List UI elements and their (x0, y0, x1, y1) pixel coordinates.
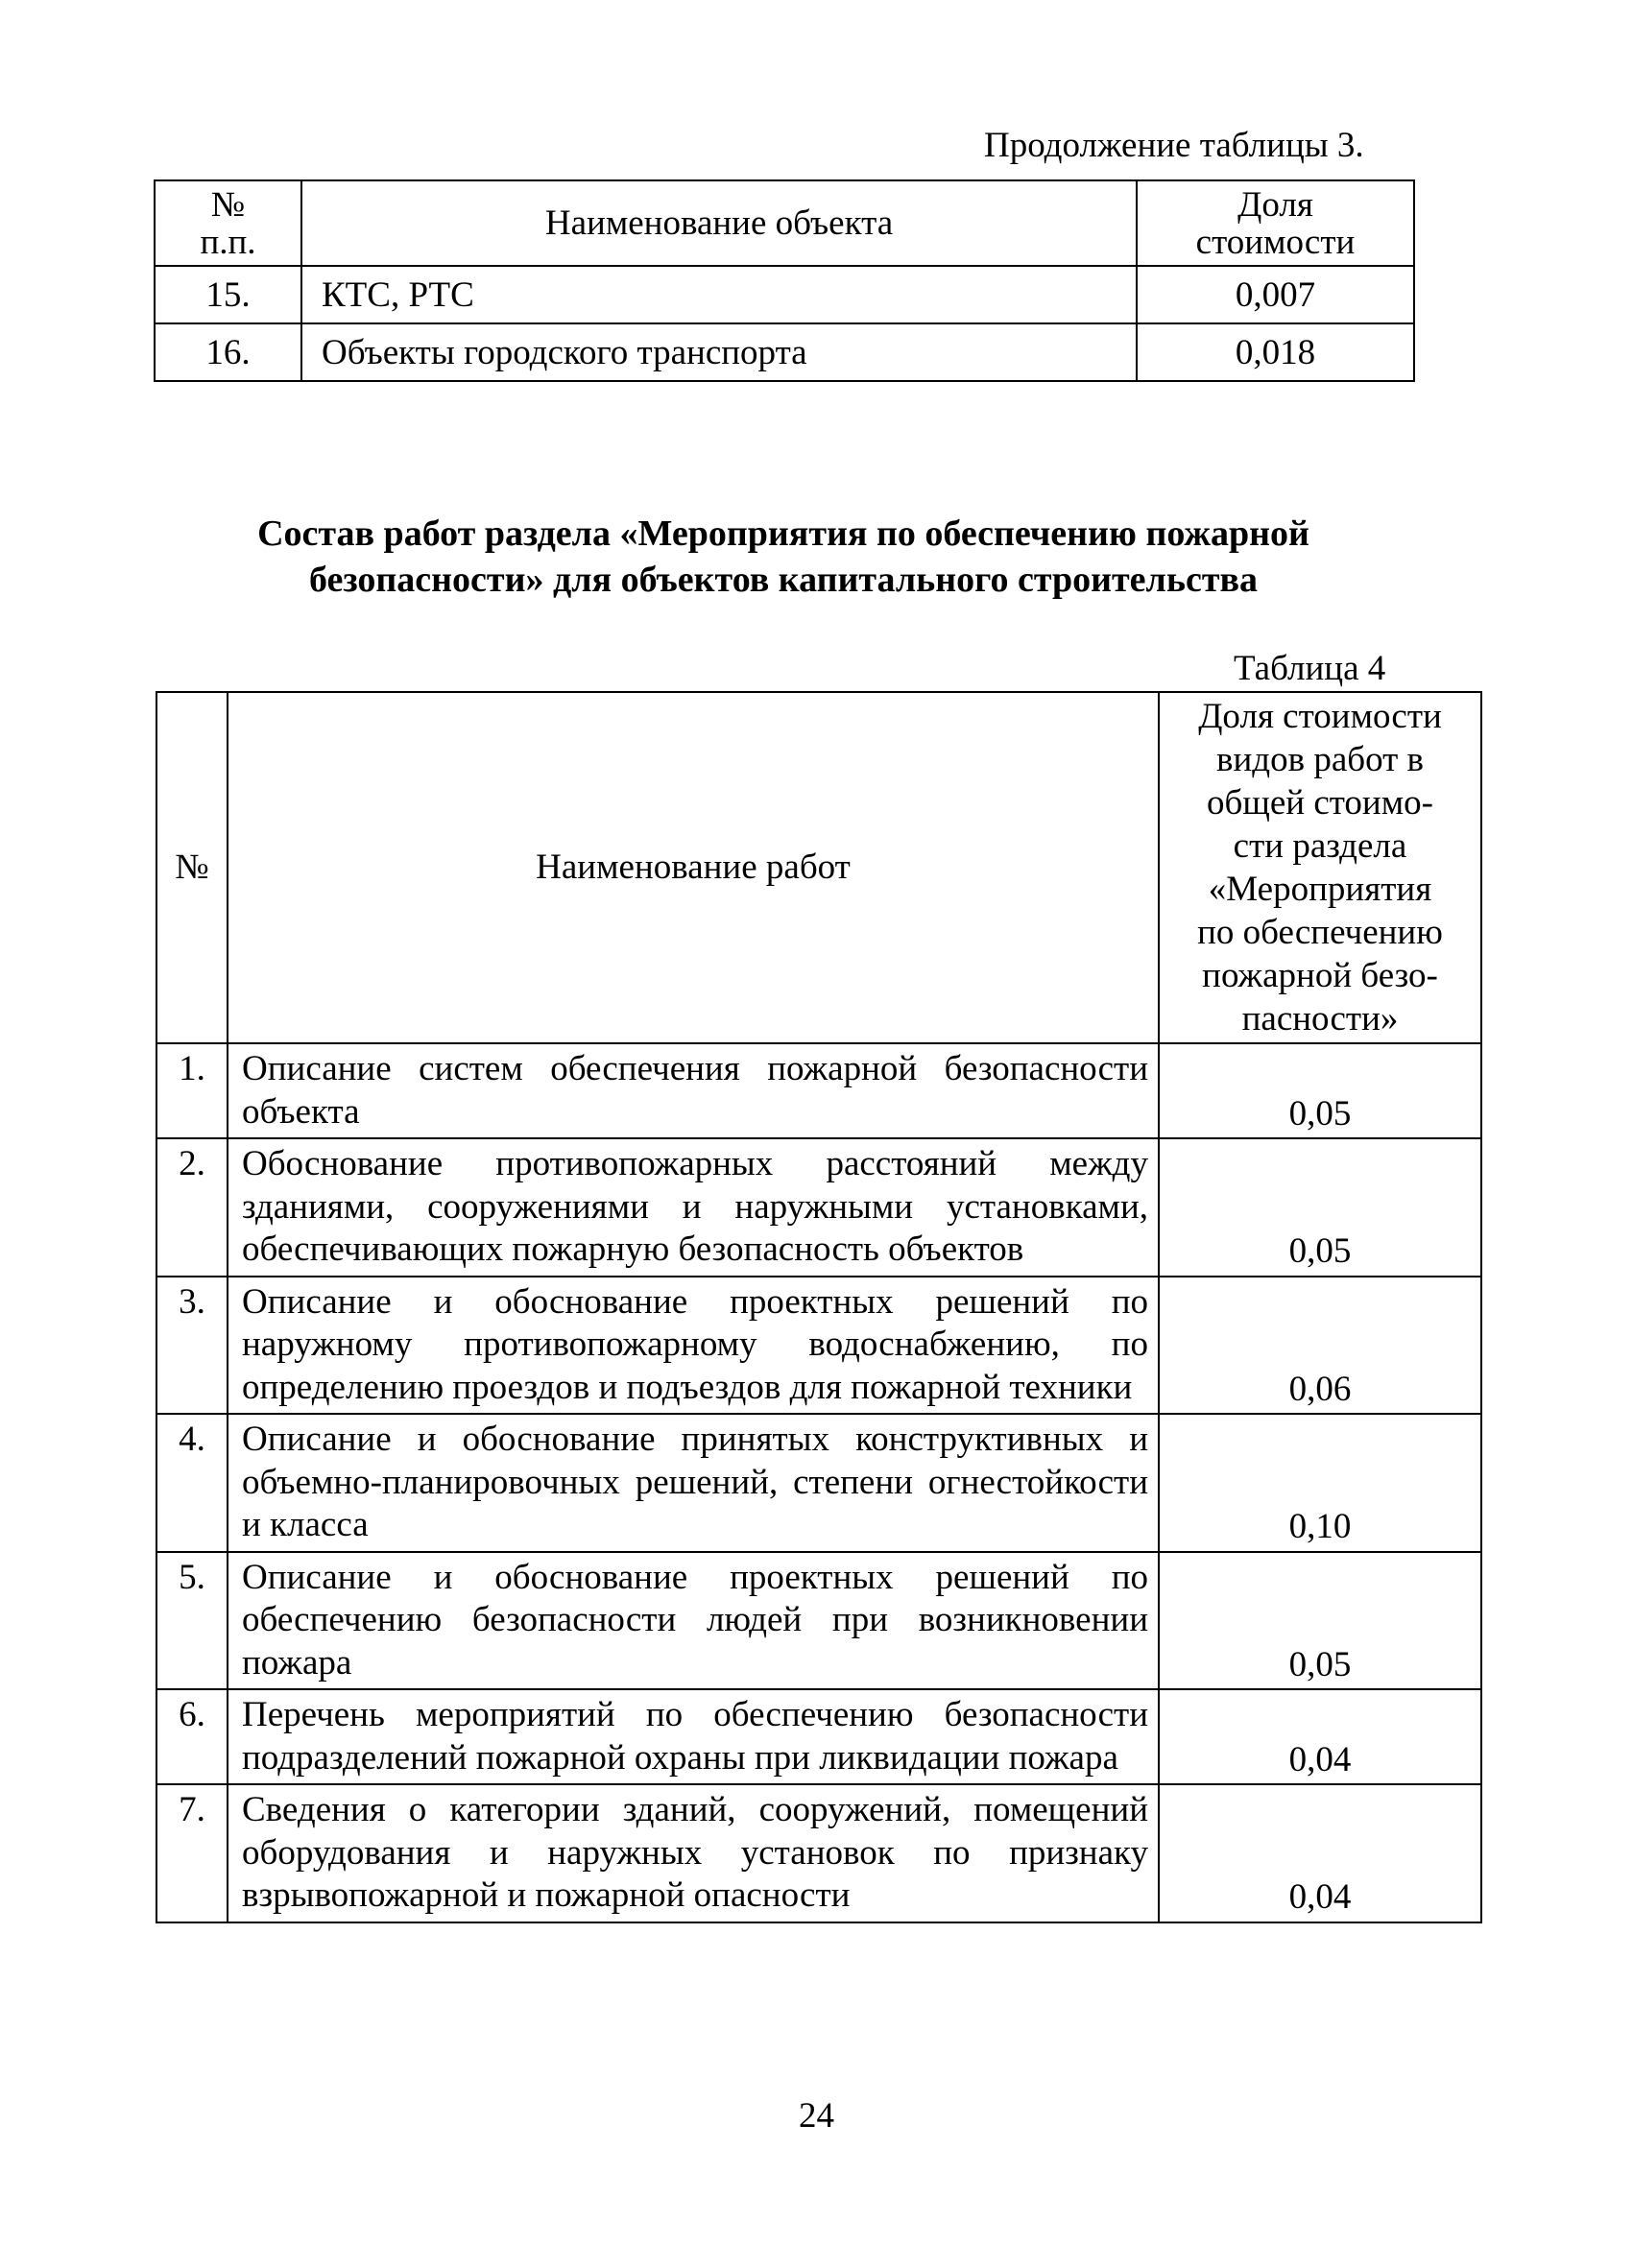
table-row (156, 1689, 1481, 1784)
table4-label: Таблица 4 (1234, 649, 1386, 688)
section-heading: Состав работ раздела «Мероприятия по обеспечению пожарной безопасности» для объектов капитального строительства (257, 513, 1309, 600)
cost-share: 0,018 (1137, 323, 1414, 381)
cost-share: 0,04 (1159, 1784, 1481, 1922)
table-row (156, 1784, 1481, 1922)
table-row (156, 1414, 1481, 1552)
table3-header-share: Доля стоимости (1137, 180, 1414, 266)
work-name: Описание и обоснование проектных решений по обеспечению безопасности людей при возникновении пожара (228, 1552, 1159, 1690)
object-name: КТС, РТС (301, 266, 1137, 323)
work-name: Перечень мероприятий по обеспечению безопасности подразделений пожарной охраны при ликвидации пожара (228, 1689, 1159, 1784)
row-number: 5. (156, 1552, 228, 1690)
cost-share: 0,05 (1159, 1043, 1481, 1138)
cost-share: 0,05 (1159, 1552, 1481, 1690)
row-number: 7. (156, 1784, 228, 1922)
page-number: 24 (799, 2096, 834, 2136)
cost-share: 0,10 (1159, 1414, 1481, 1552)
table4 (156, 691, 1482, 1923)
cost-share: 0,007 (1137, 266, 1414, 323)
object-name: Объекты городского транспорта (301, 323, 1137, 381)
table-row (156, 1138, 1481, 1277)
table-row (155, 266, 1414, 323)
table-row (156, 1043, 1481, 1138)
row-number: 2. (156, 1138, 228, 1277)
table4-header-row (156, 692, 1481, 1043)
cost-share: 0,06 (1159, 1277, 1481, 1415)
row-number: 3. (156, 1277, 228, 1415)
table3-header-row (155, 180, 1414, 266)
cost-share: 0,05 (1159, 1138, 1481, 1277)
row-number: 4. (156, 1414, 228, 1552)
table4-header-share: Доля стоимости видов работ в общей стоимо- сти раздела «Мероприятия по обеспечению пожарной безо- пасности» (1159, 692, 1481, 1043)
row-number: 6. (156, 1689, 228, 1784)
table4-header-num: № (156, 692, 228, 1043)
row-number: 15. (155, 266, 301, 323)
table3-header-num: № п.п. (155, 180, 301, 266)
table3-header-name: Наименование объекта (301, 180, 1137, 266)
table3-continuation-label: Продолжение таблицы 3. (984, 126, 1364, 165)
table3 (154, 179, 1415, 382)
work-name: Описание систем обеспечения пожарной безопасности объекта (228, 1043, 1159, 1138)
work-name: Обоснование противопожарных расстояний между зданиями, сооружениями и наружными установками, обеспечивающих пожарную безопасность объектов (228, 1138, 1159, 1277)
work-name: Сведения о категории зданий, сооружений, помещений оборудования и наружных установок по признаку взрывопожарной и пожарной опасности (228, 1784, 1159, 1922)
cost-share: 0,04 (1159, 1689, 1481, 1784)
table-row (156, 1277, 1481, 1415)
work-name: Описание и обоснование принятых конструктивных и объемно-планировочных решений, степени огнестойкости и класса (228, 1414, 1159, 1552)
table4-header-name: Наименование работ (228, 692, 1159, 1043)
table-row (155, 323, 1414, 381)
work-name: Описание и обоснование проектных решений по наружному противопожарному водоснабжению, по определению проездов и подъездов для пожарной техники (228, 1277, 1159, 1415)
row-number: 16. (155, 323, 301, 381)
table-row (156, 1552, 1481, 1690)
row-number: 1. (156, 1043, 228, 1138)
